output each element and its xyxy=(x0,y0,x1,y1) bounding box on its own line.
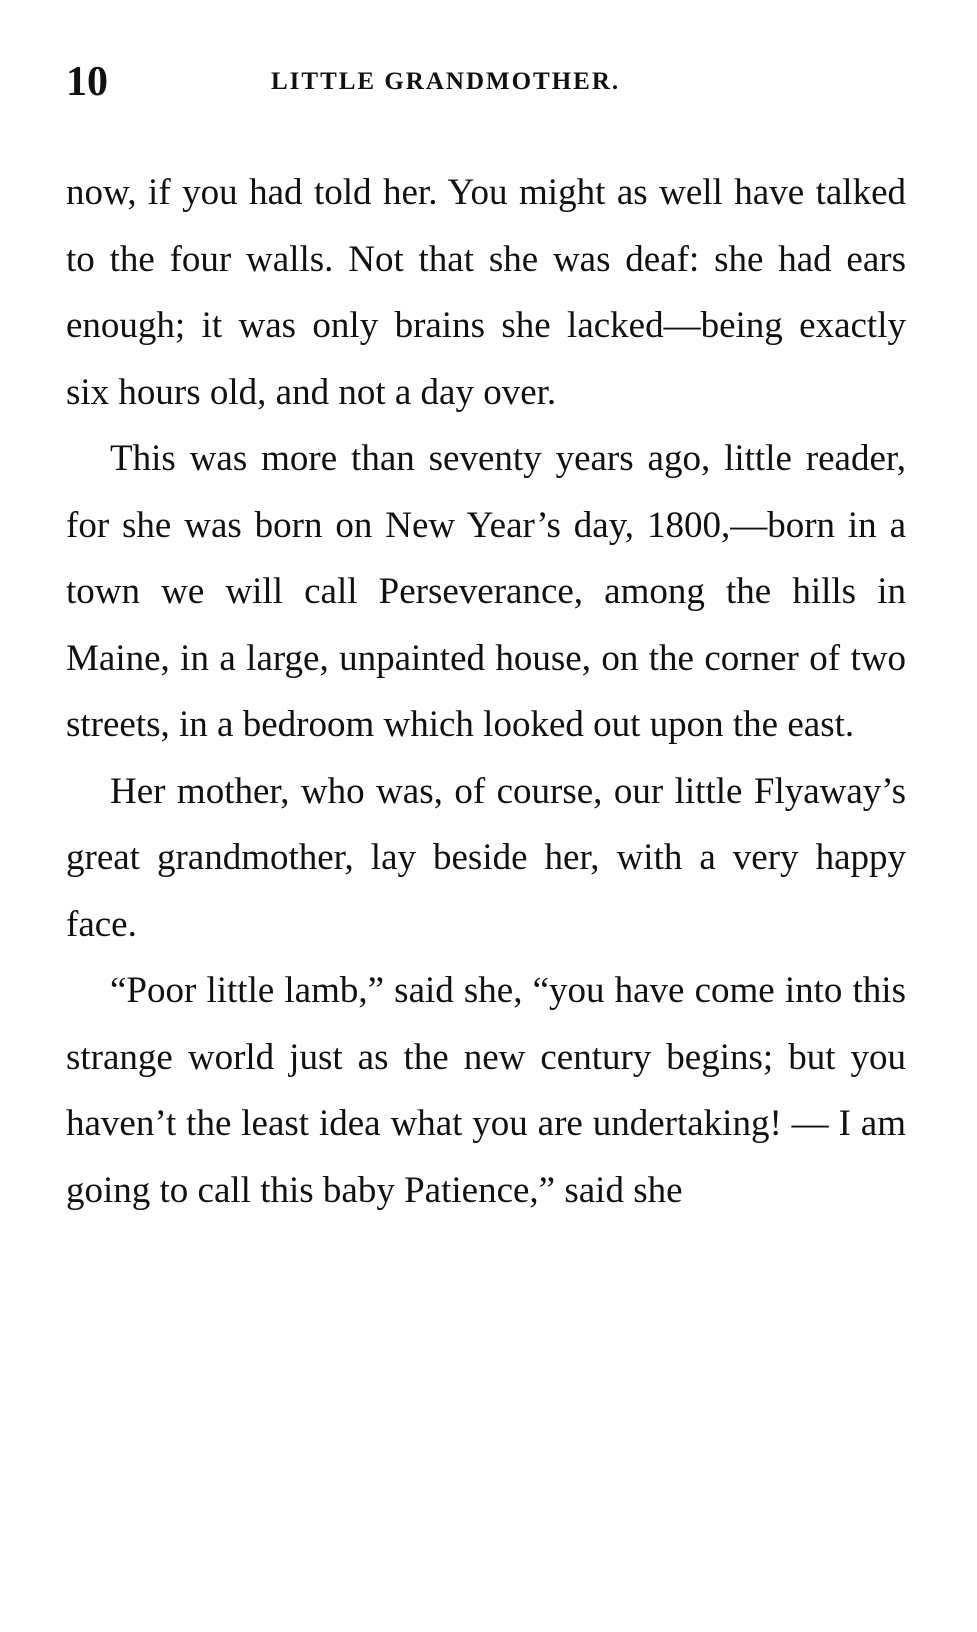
paragraph-3: Her mother, who was, of course, our little Flyaway’s great grandmother, lay beside her, with a very happy face. xyxy=(66,770,906,945)
body-text xyxy=(66,160,906,1224)
running-head xyxy=(66,52,886,112)
paragraph-4: “Poor little lamb,” said she, “you have come into this strange world just as the new century begins; but you haven’t the least idea what you are undertaking! — I am going to call this baby Patience,” said she xyxy=(66,970,906,1211)
paragraph-2: This was more than seventy years ago, little reader, for she was born on New Year’s day, 1800,—born in a town we will call Perseverance, among the hills in Maine, in a large, unpainted house, on the corner of two streets, in a bedroom which looked out upon the east. xyxy=(66,438,906,745)
paragraph-1: now, if you had told her. You might as well have talked to the four walls. Not that she was deaf: she had ears enough; it was only brains she lacked—being exactly six hours old, and not a day over. xyxy=(66,172,906,413)
page-number: 10 xyxy=(66,59,108,105)
running-title: LITTLE GRANDMOTHER. xyxy=(271,68,621,95)
